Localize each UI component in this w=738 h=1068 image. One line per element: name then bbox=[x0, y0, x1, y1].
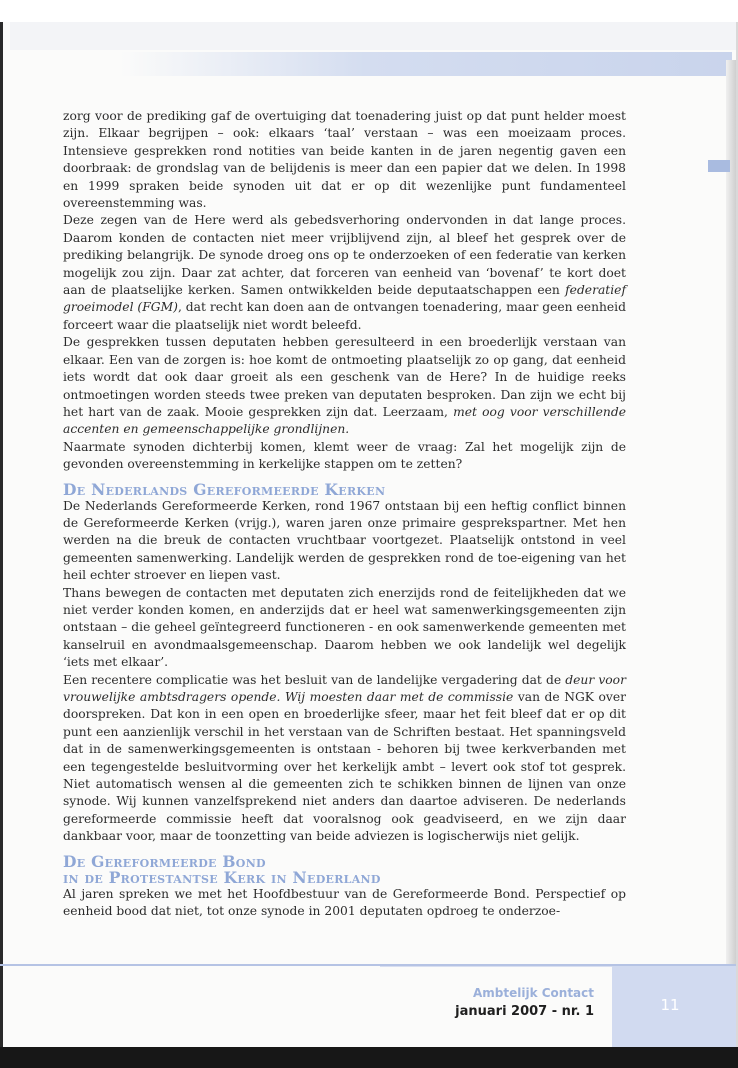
magazine-title: Ambtelijk Contact bbox=[472, 986, 594, 1000]
paragraph-2 bbox=[63, 212, 626, 334]
paragraph-7-text-a: Een recentere complicatie was het besluit van de landelijke vergadering dat de bbox=[63, 672, 562, 687]
paragraph-6: Thans bewegen de contacten met deputaten zich enerzijds rond de feitelijkheden dat we niet verder konden komen, en anderzijds dat er heel wat samenwerkingsgemeenten zijn ontstaan – die geheel geïntegreerd functioneren - en ook samenwerkende gemeenten met kanselruil en avondmaalsgemeenschap. Daarom hebben we ook landelijk wel degelijk ‘iets met elkaar’. bbox=[63, 585, 626, 670]
header-area bbox=[10, 22, 736, 50]
section-heading-ngk-text: De Nederlands Gereformeerde Kerken bbox=[63, 479, 386, 499]
paragraph-7 bbox=[63, 672, 626, 846]
paragraph-3-italic: met oog voor verschillende accenten en gemeenschappelijke grondlijnen. bbox=[63, 404, 626, 437]
paragraph-5: De Nederlands Gereformeerde Kerken, rond 1967 ontstaan bij een heftig conflict binnen de Gereformeerde Kerken (vrijg.), waren jaren onze primaire gesprekspartner. Met hen werden na die breuk de contacten vruchtbaar voortgezet. Plaatselijk ontstond in veel gemeenten samenwerking. Landelijk werden de gesprekken rond de toe-eigening van het heil echter stroever en liepen vast. bbox=[63, 498, 626, 583]
section-heading-gb-line1: De Gereformeerde Bond bbox=[63, 851, 266, 871]
paragraph-2-text-a: Deze zegen van de Here werd als gebedsverhoring ondervonden in dat lange proces. Daarom konden de contacten niet meer vrijblijvend zijn, al bleef het gesprek over de prediking belangrijk. De synode droeg ons op te onderzoeken of een federatie van kerken mogelijk zou zijn. Daar zat achter, dat forceren van eenheid van ‘bovenaf’ te kort doet aan de plaatselijke kerken. Samen ontwikkelden beide deputaatschappen een bbox=[63, 213, 626, 298]
section-heading-ngk bbox=[63, 479, 626, 499]
section-heading-gb bbox=[63, 851, 626, 887]
paragraph-2-italic: federatief groeimodel (FGM) bbox=[63, 283, 626, 315]
header-color-band bbox=[120, 52, 732, 76]
paragraph-7-italic-a: deur voor vrouwelijke ambtsdragers opende. Wij moesten daar bbox=[63, 672, 626, 704]
paragraph-2-text-b: , dat recht kan doen aan de ontvangen toenadering, maar geen eenheid forceert waar die plaatselijk niet wordt beleefd. bbox=[63, 300, 626, 332]
section-heading-gb-line2: in de Protestantse Kerk in Nederland bbox=[63, 867, 381, 887]
paragraph-8: Al jaren spreken we met het Hoofdbestuur van de Gereformeerde Bond. Perspectief op eenheid bood dat niet, tot onze synode in 2001 deputaten opdroeg te onderzoe- bbox=[63, 886, 626, 919]
article-body bbox=[63, 108, 626, 920]
scan-left-border bbox=[0, 22, 3, 1047]
paragraph-7-italic-b: met de commissie bbox=[399, 690, 514, 704]
paragraph-1: zorg voor de prediking gaf de overtuiging dat toenadering juist op dat punt helder moest zijn. Elkaar begrijpen – ook: elkaars ‘taal’ verstaan – was een moeizaam proces. Intensieve gesprekken rond notities van beide kanten in de jaren negentig gaven een doorbraak: de grondslag van de belijdenis is meer dan een papier dat we delen. In 1998 en 1999 spraken beide synoden uit dat er op dit wezenlijke punt fundamenteel overeenstemming was. bbox=[63, 109, 626, 211]
scan-top-border bbox=[0, 0, 738, 22]
paragraph-3-text: De gesprekken tussen deputaten hebben geresulteerd in een broederlijk verstaan van elkaar. Een van de zorgen is: hoe komt de ontmoeting plaatselijk zo op gang, dat eenheid iets wordt dat ook daar groeit als een geschenk van de Here? In de huidige reeks ontmoetingen worden steeds twee preken van deputaten besproken. Dan zijn we echt bij het hart van de zaak. Mooie gesprekken zijn dat. Leerzaam, bbox=[63, 335, 626, 419]
magazine-issue: januari 2007 - nr. 1 bbox=[455, 1004, 594, 1019]
page-edge-shadow bbox=[726, 60, 736, 1047]
margin-marker bbox=[708, 160, 730, 172]
paragraph-7-text-b: van de NGK over doorspreken. Dat kon in een open en broederlijke sfeer, maar het feit bleef dat er op dit punt een aanzienlijk verschil in het verstaan van de Schriften bestaat. Het spanningsveld dat in de samenwerkingsgemeenten is ontstaan - behoren bij twee kerkverbanden met een tegengestelde besluitvorming over het kerkelijk ambt – levert ook stof tot gesprek. Niet automatisch wensen al die gemeenten zich te schikken binnen de lijnen van onze synode. Wij kunnen vanzelfsprekend niet anders dan daartoe adviseren. De nederlands gereformeerde commissie heeft dat vooralsnog ook geadviseerd, en we zijn daar dankbaar voor, maar de toonzetting van beide adviezen is logischerwijs niet gelijk. bbox=[63, 690, 626, 844]
scan-bottom-border bbox=[0, 1047, 738, 1068]
paragraph-4: Naarmate synoden dichterbij komen, klemt weer de vraag: Zal het mogelijk zijn de gevonden overeenstemming in kerkelijke stappen om te zetten? bbox=[63, 439, 626, 472]
page-number: 11 bbox=[660, 996, 680, 1014]
paragraph-3 bbox=[63, 334, 626, 438]
